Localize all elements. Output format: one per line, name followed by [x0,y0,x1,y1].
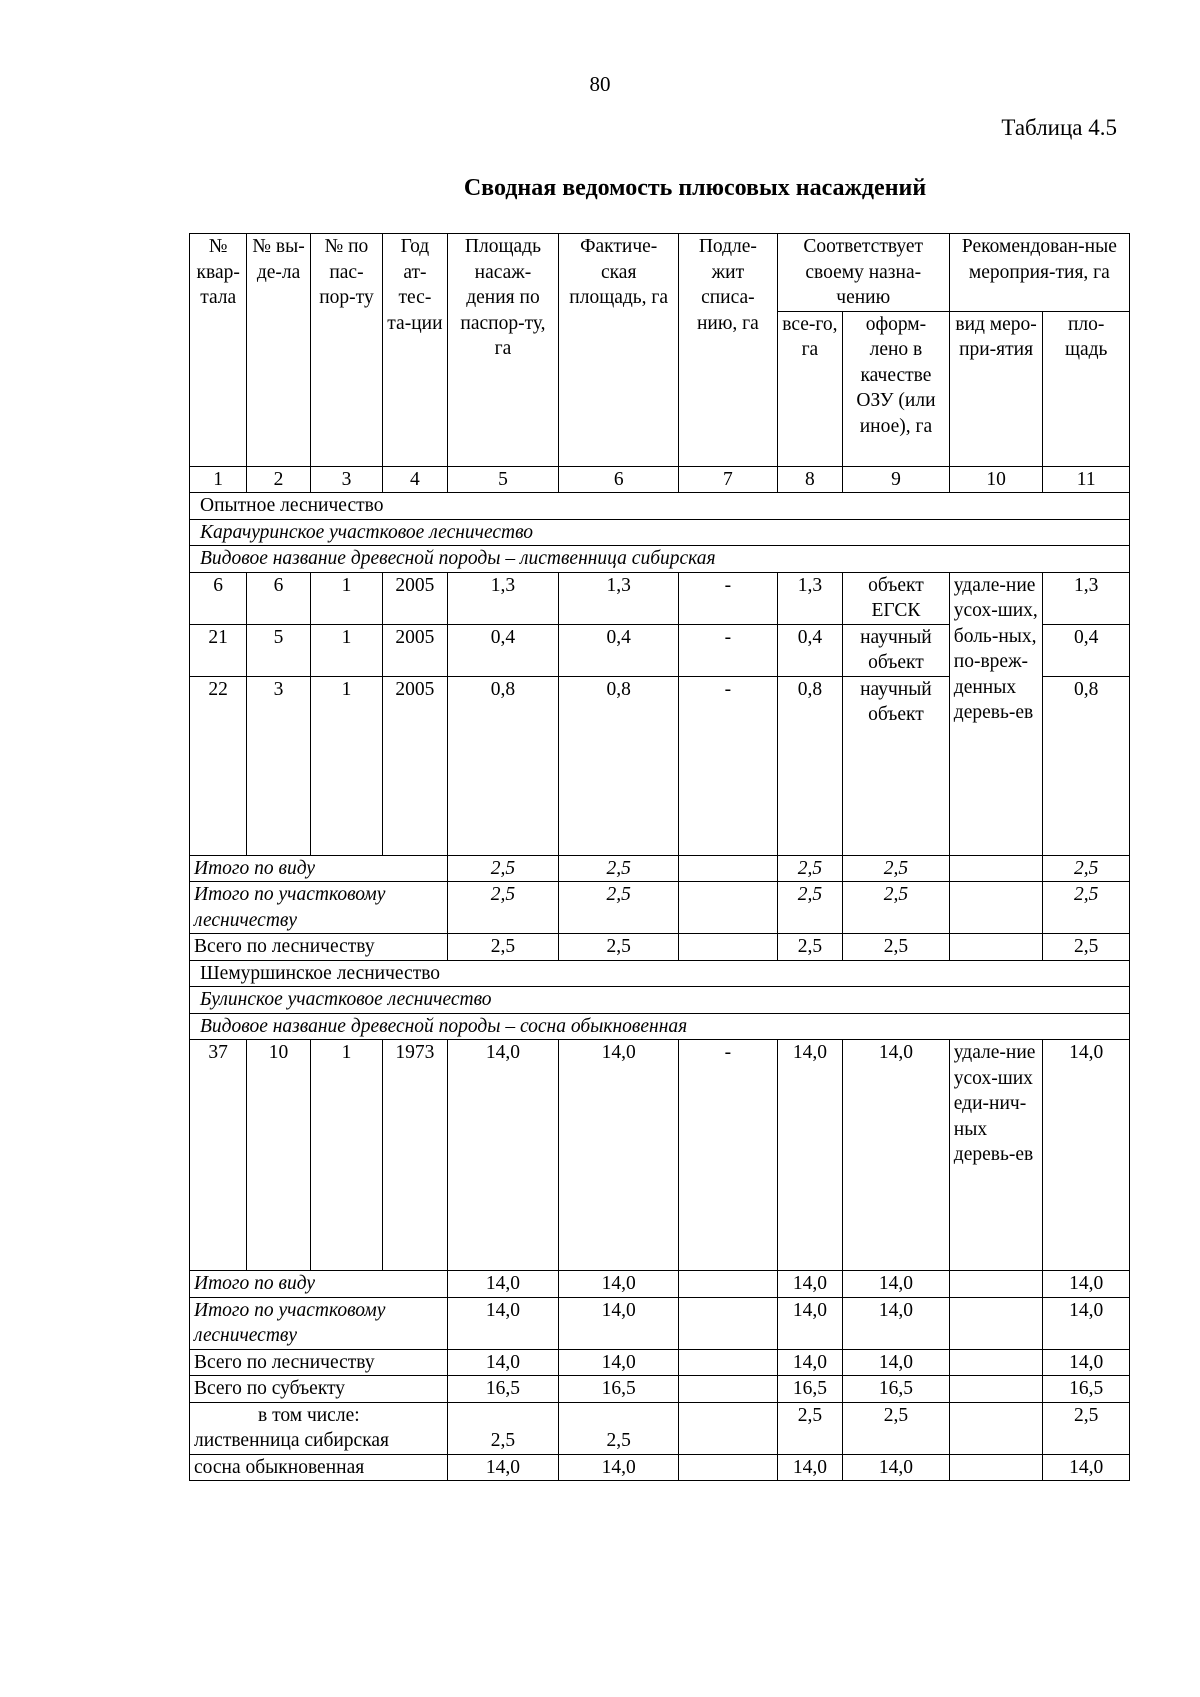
cell-total: 1,3 [777,572,842,624]
table-label: Таблица 4.5 [1001,115,1117,140]
cell-year: 2005 [383,624,447,676]
column-number: 11 [1043,466,1130,493]
cell-kvartal: 37 [190,1040,247,1271]
cell-kvartal: 6 [190,572,247,624]
cell-total: 2,5 [777,1402,842,1454]
cell-actual-area: 14,0 [559,1454,679,1481]
cell-registered: объект ЕГСК [843,572,950,624]
including-label: в том числе: [258,1404,360,1426]
cell-passport: 1 [310,1040,382,1271]
cell-measure-area: 14,0 [1043,1349,1130,1376]
cell-write-off [679,1376,778,1403]
cell-write-off: - [679,676,778,855]
cell-write-off [679,1271,778,1298]
cell-registered: 2,5 [843,934,950,961]
total-forestry-row [190,934,1130,961]
cell-total: 2,5 [777,934,842,961]
cell-measure-area: 0,8 [1043,676,1130,855]
cell-vydel: 5 [247,624,310,676]
subtotal-label: Итого по виду [190,1271,448,1298]
subtotal-label: Итого по виду [190,855,448,882]
cell-passport-area: 2,5 [447,882,559,934]
district-name: Булинское участковое лесничество [190,987,1130,1014]
cell-registered: 2,5 [843,882,950,934]
total-subject-row [190,1376,1130,1403]
header-registered: оформ-лено в качестве ОЗУ (или иное), га [843,311,950,466]
table-row [190,572,1130,624]
cell-write-off [679,1454,778,1481]
cell-registered: 16,5 [843,1376,950,1403]
cell-measure-area: 2,5 [1043,882,1130,934]
header-measure-area: пло-щадь [1043,311,1130,466]
column-number: 5 [447,466,559,493]
cell-passport-area: 2,5 [447,934,559,961]
cell-vydel: 3 [247,676,310,855]
column-number: 2 [247,466,310,493]
total-label: Всего по субъекту [190,1376,448,1403]
cell-passport: 1 [310,624,382,676]
column-number: 4 [383,466,447,493]
header-passport-no: № по пас-пор-ту [310,234,382,467]
cell-registered: 14,0 [843,1297,950,1349]
cell-year: 1973 [383,1040,447,1271]
header-actual-area: Фактиче-ская площадь, га [559,234,679,467]
cell-registered: 14,0 [843,1454,950,1481]
header-vydel: № вы-де-ла [247,234,310,467]
forestry-name: Опытное лесничество [190,493,1130,520]
total-label: Всего по лесничеству [190,934,448,961]
cell-total: 2,5 [777,855,842,882]
column-number: 3 [310,466,382,493]
cell-total: 14,0 [777,1349,842,1376]
cell-measure-area: 2,5 [1043,1402,1130,1454]
cell-actual-area: 0,4 [559,624,679,676]
cell-measure-type [949,1376,1043,1403]
cell-actual-area: 14,0 [559,1297,679,1349]
cell-registered: 2,5 [843,855,950,882]
cell-measure-type [949,855,1043,882]
header-kvartal: № квар-тала [190,234,247,467]
cell-actual-area: 14,0 [559,1040,679,1271]
cell-write-off [679,1402,778,1454]
cell-write-off [679,1297,778,1349]
column-number: 6 [559,466,679,493]
cell-registered: 2,5 [843,1402,950,1454]
cell-write-off [679,1349,778,1376]
cell-passport: 1 [310,572,382,624]
larch-label: лиственница сибирская [194,1430,390,1451]
species-row [190,1013,1130,1040]
cell-passport-area: 14,0 [447,1454,559,1481]
district-row [190,987,1130,1014]
cell-measure-area: 16,5 [1043,1376,1130,1403]
cell-vydel: 10 [247,1040,310,1271]
cell-measure-area: 14,0 [1043,1454,1130,1481]
subtotal-species-row [190,1271,1130,1298]
cell-total: 14,0 [777,1297,842,1349]
header-passport-area: Площадь насаж-дения по паспор-ту, га [447,234,559,467]
pine-label: сосна обыкновенная [190,1454,448,1481]
cell-actual-area: 0,8 [559,676,679,855]
subtotal-label: Итого по участковому лесничеству [190,882,448,934]
cell-registered: 14,0 [843,1040,950,1271]
forestry-name: Шемуршинское лесничество [190,960,1130,987]
pine-summary-row [190,1454,1130,1481]
cell-actual-area: 2,5 [559,1402,679,1454]
cell-passport-area: 14,0 [447,1297,559,1349]
cell-measure-area: 14,0 [1043,1297,1130,1349]
cell-passport: 1 [310,676,382,855]
cell-measure-type: удале-ние усох-ших, боль-ных, по-вреж-денных деревь-ев [949,572,1043,855]
header-write-off: Подле-жит списа-нию, га [679,234,778,467]
column-number: 1 [190,466,247,493]
plantations-table [189,233,1130,1481]
cell-passport-area: 1,3 [447,572,559,624]
cell-measure-type [949,1402,1043,1454]
cell-measure-type: удале-ние усох-ших еди-нич-ных деревь-ев [949,1040,1043,1271]
species-name: Видовое название древесной породы – лиственница сибирская [190,546,1130,573]
subtotal-label: Итого по участковому лесничеству [190,1297,448,1349]
cell-measure-type [949,1454,1043,1481]
cell-write-off: - [679,624,778,676]
cell-write-off [679,882,778,934]
cell-measure-type [949,1271,1043,1298]
column-number: 10 [949,466,1043,493]
subtotal-species-row [190,855,1130,882]
header-total: все-го, га [777,311,842,466]
cell-total: 2,5 [777,882,842,934]
larch-summary-row [190,1402,1130,1454]
header-measures-group: Рекомендован-ные мероприя-тия, га [949,234,1129,312]
cell-total: 14,0 [777,1040,842,1271]
cell-write-off: - [679,1040,778,1271]
species-name: Видовое название древесной породы – сосна обыкновенная [190,1013,1130,1040]
cell-actual-area: 2,5 [559,855,679,882]
cell-actual-area: 14,0 [559,1271,679,1298]
cell-measure-area: 2,5 [1043,855,1130,882]
table-row [190,1040,1130,1271]
column-number: 8 [777,466,842,493]
total-forestry-row [190,1349,1130,1376]
species-row [190,546,1130,573]
cell-passport-area: 0,8 [447,676,559,855]
column-numbers-row [190,466,1130,493]
cell-write-off [679,855,778,882]
document-title: Сводная ведомость плюсовых насаждений [463,175,927,201]
column-number: 9 [843,466,950,493]
cell-measure-type [949,1297,1043,1349]
district-name: Карачуринское участковое лесничество [190,519,1130,546]
cell-total: 16,5 [777,1376,842,1403]
cell-year: 2005 [383,676,447,855]
cell-write-off [679,934,778,961]
cell-measure-area: 14,0 [1043,1271,1130,1298]
cell-actual-area: 14,0 [559,1349,679,1376]
forestry-row [190,960,1130,987]
cell-registered: научный объект [843,676,950,855]
cell-measure-type [949,1349,1043,1376]
cell-measure-type [949,882,1043,934]
cell-actual-area: 16,5 [559,1376,679,1403]
header-measure-type: вид меро-при-ятия [949,311,1043,466]
cell-passport-area: 2,5 [447,855,559,882]
district-row [190,519,1130,546]
cell-total: 0,4 [777,624,842,676]
cell-total: 14,0 [777,1271,842,1298]
header-purpose-group: Соответствует своему назна-чению [777,234,949,312]
cell-measure-area: 1,3 [1043,572,1130,624]
cell-actual-area: 2,5 [559,882,679,934]
header-attestation-year: Год ат-тес-та-ции [383,234,447,467]
cell-registered: 14,0 [843,1349,950,1376]
cell-measure-area: 14,0 [1043,1040,1130,1271]
cell-actual-area: 2,5 [559,934,679,961]
column-number: 7 [679,466,778,493]
total-label: Всего по лесничеству [190,1349,448,1376]
cell-kvartal: 22 [190,676,247,855]
cell-year: 2005 [383,572,447,624]
cell-write-off: - [679,572,778,624]
cell-registered: 14,0 [843,1271,950,1298]
header-row-top [190,234,1130,312]
summary-label [190,1402,448,1454]
subtotal-district-row [190,882,1130,934]
cell-passport-area: 2,5 [447,1402,559,1454]
cell-total: 0,8 [777,676,842,855]
cell-measure-area: 2,5 [1043,934,1130,961]
cell-passport-area: 14,0 [447,1040,559,1271]
cell-vydel: 6 [247,572,310,624]
cell-passport-area: 14,0 [447,1271,559,1298]
cell-measure-area: 0,4 [1043,624,1130,676]
cell-passport-area: 0,4 [447,624,559,676]
cell-registered: научный объект [843,624,950,676]
subtotal-district-row [190,1297,1130,1349]
page-number: 80 [589,72,611,96]
cell-passport-area: 16,5 [447,1376,559,1403]
cell-kvartal: 21 [190,624,247,676]
cell-actual-area: 1,3 [559,572,679,624]
cell-passport-area: 14,0 [447,1349,559,1376]
cell-total: 14,0 [777,1454,842,1481]
cell-measure-type [949,934,1043,961]
forestry-row [190,493,1130,520]
